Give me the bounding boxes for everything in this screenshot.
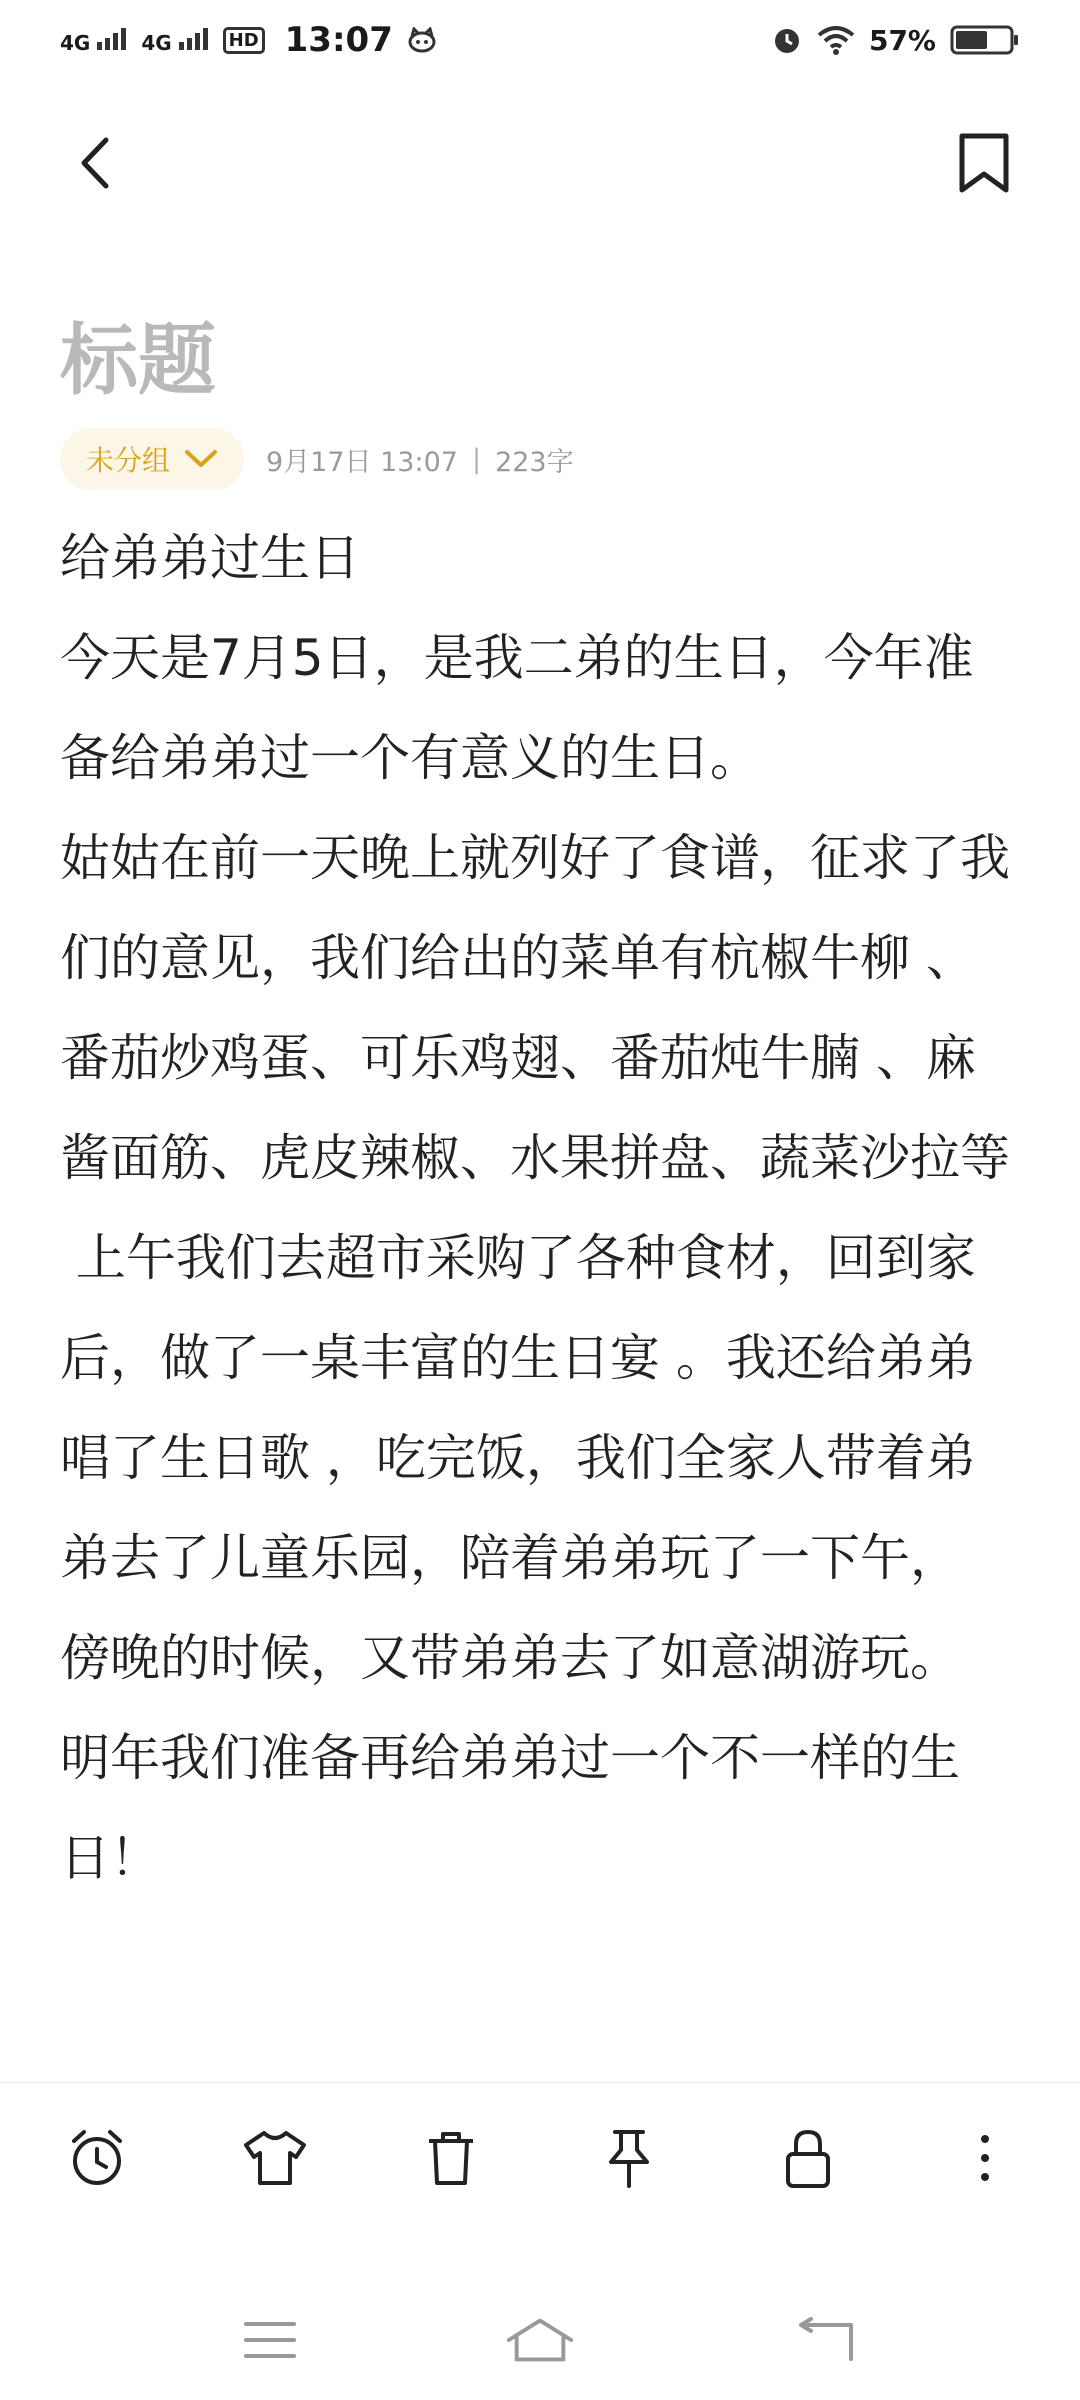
menu-icon xyxy=(242,2318,298,2362)
status-bar xyxy=(0,0,1080,80)
cellular-signal-1 xyxy=(60,28,127,53)
home-icon xyxy=(505,2316,575,2364)
alarm-status-icon xyxy=(771,24,803,56)
chevron-left-icon xyxy=(66,128,126,198)
back-nav-icon xyxy=(795,2317,855,2363)
back-button[interactable] xyxy=(66,128,126,198)
pin-icon xyxy=(601,2126,657,2190)
home-nav-button[interactable] xyxy=(505,2310,575,2370)
lock-button[interactable] xyxy=(773,2123,843,2193)
word-count: 223字 xyxy=(495,446,574,478)
paragraph: 明年我们准备再给弟弟过一个不一样的生日！ xyxy=(60,1729,960,1887)
theme-button[interactable] xyxy=(240,2123,310,2193)
group-label: 未分组 xyxy=(86,444,171,477)
chevron-down-icon xyxy=(184,449,218,469)
bookmark-button[interactable] xyxy=(954,128,1014,198)
delete-button[interactable] xyxy=(416,2123,486,2193)
lock-icon xyxy=(780,2126,836,2190)
status-right xyxy=(771,24,1020,57)
note-meta-row xyxy=(60,428,574,490)
back-nav-button[interactable] xyxy=(790,2310,860,2370)
pin-button[interactable] xyxy=(594,2123,664,2193)
tshirt-icon xyxy=(242,2127,308,2189)
paragraph: 给弟弟过生日 xyxy=(60,529,360,587)
recents-nav-button[interactable] xyxy=(235,2310,305,2370)
more-button[interactable] xyxy=(950,2123,1020,2193)
note-body-editor[interactable] xyxy=(60,508,1020,1908)
bottom-toolbar xyxy=(0,2082,1080,2233)
meta-separator: | xyxy=(471,443,482,475)
battery-icon xyxy=(950,24,1020,56)
paragraph: 上午我们去超市采购了各种食材，回到家后，做了一桌丰富的生日宴 。我还给弟弟唱了生日歌 ，吃完饭，我们全家人带着弟弟去了儿童乐园，陪着弟弟玩了一下午， 傍晚的时候，又带弟弟去了如意湖游玩。 xyxy=(60,1229,976,1687)
group-selector[interactable] xyxy=(60,428,244,490)
cat-notification-icon xyxy=(407,27,437,53)
bookmark-icon xyxy=(954,128,1014,198)
battery-percentage: 57% xyxy=(868,23,936,57)
alarm-clock-icon xyxy=(66,2127,128,2189)
wifi-icon xyxy=(817,25,855,55)
trash-icon xyxy=(421,2127,481,2189)
system-nav-bar xyxy=(0,2290,1080,2380)
reminder-button[interactable] xyxy=(62,2123,132,2193)
note-title-input[interactable]: 标题 xyxy=(60,316,217,406)
cellular-signal-2 xyxy=(141,28,208,53)
status-left xyxy=(60,20,437,60)
paragraph: 姑姑在前一天晚上就列好了食谱，征求了我们的意见，我们给出的菜单有杭椒牛柳 、番茄炒鸡蛋、可乐鸡翅、番茄炖牛腩 、麻酱面筋、虎皮辣椒、水果拼盘、蔬菜沙拉等 xyxy=(60,829,1010,1187)
network-type-2: 4G xyxy=(141,30,172,55)
status-time: 13:07 xyxy=(284,20,393,60)
hd-badge: HD xyxy=(223,27,265,54)
paragraph: 今天是7月5日，是我二弟的生日，今年准备给弟弟过一个有意义的生日。 xyxy=(60,629,974,787)
signal-bars-icon xyxy=(179,28,209,50)
more-icon xyxy=(975,2131,995,2185)
note-date: 9月17日 13:07 xyxy=(266,446,458,478)
network-type-1: 4G xyxy=(60,30,91,55)
signal-bars-icon xyxy=(97,28,127,50)
top-bar xyxy=(0,110,1080,220)
